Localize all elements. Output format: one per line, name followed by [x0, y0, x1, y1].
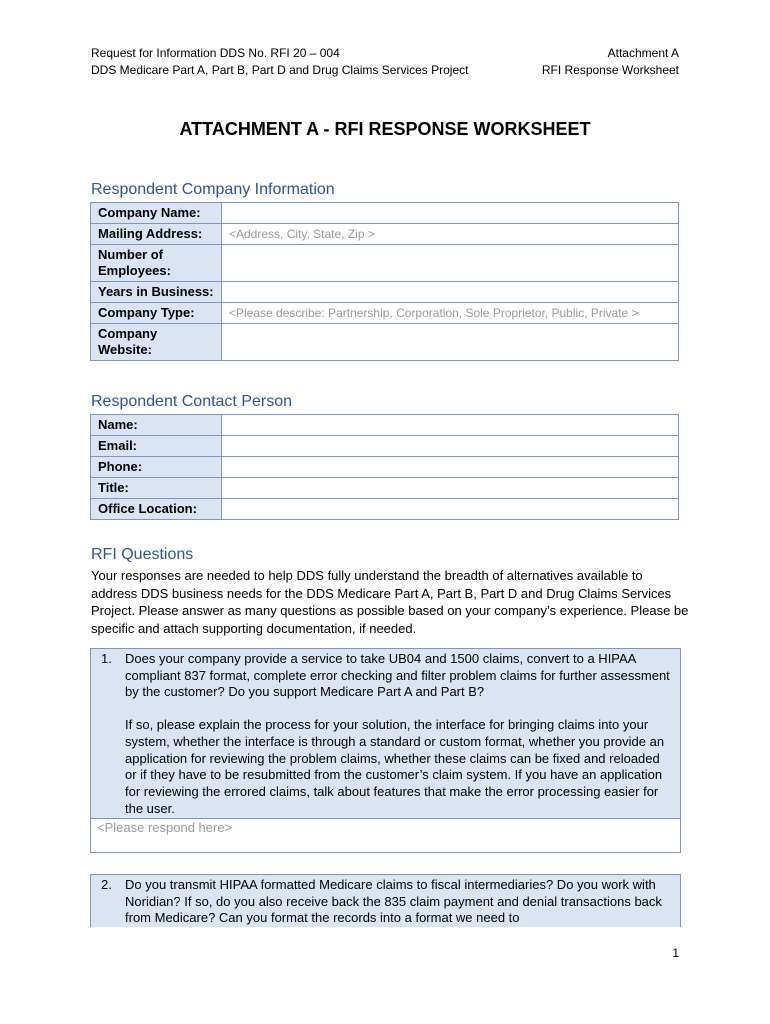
- employees-field[interactable]: [222, 245, 679, 282]
- company-name-row: [91, 203, 679, 224]
- employees-row: [91, 245, 679, 282]
- question-1-response-field[interactable]: <Please respond here>: [91, 818, 680, 852]
- question-2-box: [90, 874, 681, 927]
- questions-section-heading: RFI Questions: [91, 546, 194, 563]
- contact-email-field[interactable]: [222, 436, 679, 457]
- website-field[interactable]: [222, 324, 679, 361]
- question-2-number: 2.: [101, 877, 112, 892]
- contact-phone-field[interactable]: [222, 457, 679, 478]
- years-label: Years in Business:: [91, 282, 222, 303]
- contact-name-field[interactable]: [222, 415, 679, 436]
- page-number: 1: [672, 946, 679, 960]
- contact-info-table: [90, 414, 679, 520]
- company-section-heading: Respondent Company Information: [91, 181, 335, 198]
- office-location-label: Office Location:: [91, 499, 222, 520]
- contact-name-label: Name:: [91, 415, 222, 436]
- contact-phone-label: Phone:: [91, 457, 222, 478]
- years-field[interactable]: [222, 282, 679, 303]
- question-2-paragraph-1: Do you transmit HIPAA formatted Medicare claims to fiscal intermediaries? Do you work with Noridian? If so, do you also receive back the 835 claim payment and denial transactions back from Medicare? Can you format the records into a format we need to: [125, 877, 662, 926]
- header-right: [542, 45, 679, 79]
- contact-email-row: [91, 436, 679, 457]
- header-project-name: DDS Medicare Part A, Part B, Part D and Drug Claims Services Project: [91, 63, 469, 77]
- company-name-field[interactable]: [222, 203, 679, 224]
- office-location-row: [91, 499, 679, 520]
- questions-intro: Your responses are needed to help DDS fully understand the breadth of alternatives available to address DDS business needs for the DDS Medicare Part A, Part B, Part D and Drug Claims Services Project. Please answer as many questions as possible based on your company’s experience. Please be specific and attach supporting documentation, if needed.: [91, 568, 689, 636]
- question-1-paragraph-1: Does your company provide a service to take UB04 and 1500 claims, convert to a HIPAA compliant 837 format, complete error checking and filter problem claims for further assessment by the customer? Do you support Medicare Part A and Part B?: [125, 651, 670, 700]
- question-1-text: [91, 649, 680, 818]
- employees-label: Number of Employees:: [91, 245, 222, 282]
- question-1-paragraph-2: If so, please explain the process for your solution, the interface for bringing claims into your system, whether the interface is through a standard or custom format, whether you provide an application for reviewing the problem claims, whether these claims can be fixed and reloaded or if they have to be resubmitted from the customer’s claim system. If you have an application for reviewing the errored claims, talk about features that make the error processing easier for the user.: [125, 717, 665, 816]
- contact-title-field[interactable]: [222, 478, 679, 499]
- company-info-table: [90, 202, 679, 361]
- question-2-text: [91, 875, 680, 927]
- contact-phone-row: [91, 457, 679, 478]
- question-1-number: 1.: [101, 651, 112, 666]
- company-type-label: Company Type:: [91, 303, 222, 324]
- page-title: ATTACHMENT A - RFI RESPONSE WORKSHEET: [179, 119, 591, 139]
- contact-email-label: Email:: [91, 436, 222, 457]
- header-left: [91, 45, 468, 79]
- header-rfi-number: Request for Information DDS No. RFI 20 – 004: [91, 46, 340, 60]
- header-worksheet: RFI Response Worksheet: [541, 63, 679, 77]
- years-row: [91, 282, 679, 303]
- website-label: Company Website:: [91, 324, 222, 361]
- question-1-box: [90, 648, 681, 853]
- company-name-label: Company Name:: [91, 203, 222, 224]
- mailing-address-row: [91, 224, 679, 245]
- mailing-address-label: Mailing Address:: [91, 224, 222, 245]
- company-type-field[interactable]: <Please describe: Partnership, Corporation, Sole Proprietor, Public, Private >: [222, 303, 679, 324]
- contact-title-label: Title:: [91, 478, 222, 499]
- mailing-address-field[interactable]: <Address, City, State, Zip >: [222, 224, 679, 245]
- contact-title-row: [91, 478, 679, 499]
- website-row: [91, 324, 679, 361]
- header-attachment: Attachment A: [607, 46, 679, 60]
- contact-section-heading: Respondent Contact Person: [91, 393, 293, 410]
- office-location-field[interactable]: [222, 499, 679, 520]
- company-type-row: [91, 303, 679, 324]
- contact-name-row: [91, 415, 679, 436]
